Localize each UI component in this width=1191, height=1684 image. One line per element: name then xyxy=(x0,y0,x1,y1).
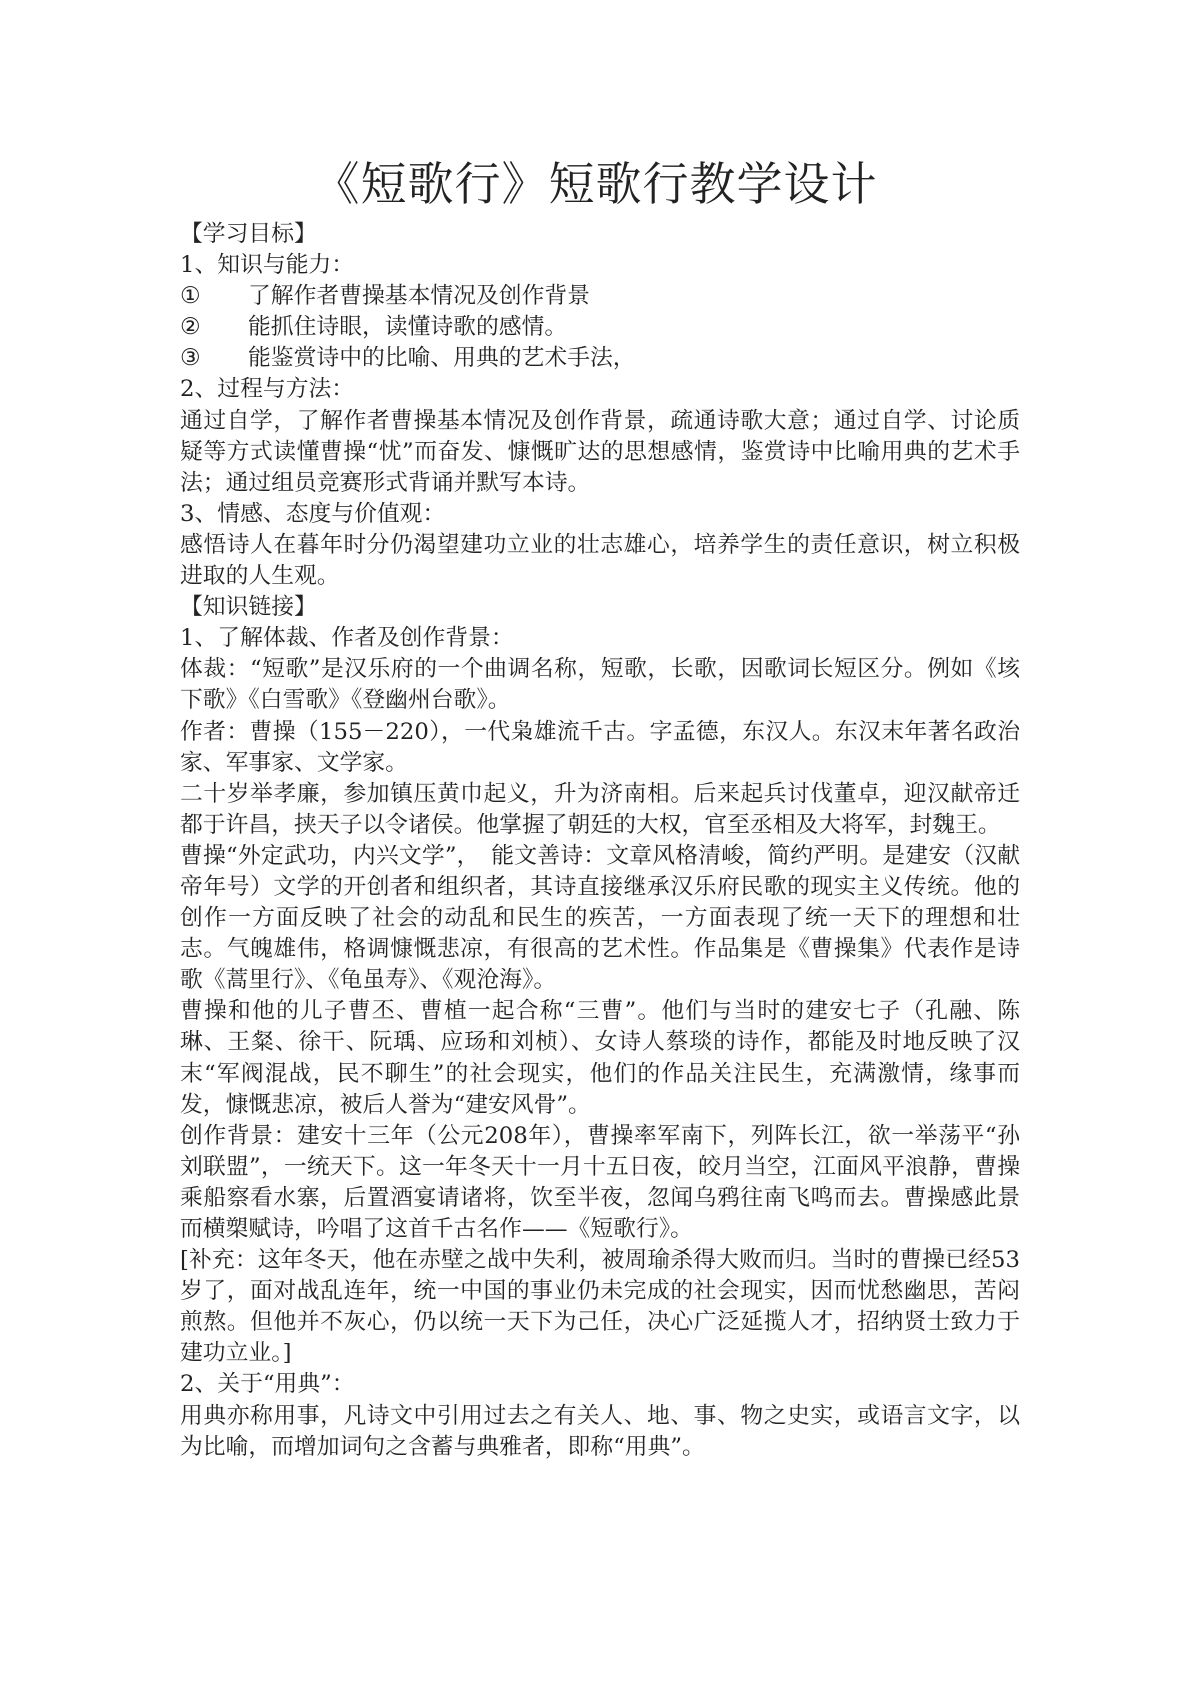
process-paragraph: 通过自学，了解作者曹操基本情况及创作背景，疏通诗歌大意；通过自学、讨论质疑等方式读懂曹操“忧”而奋发、慷慨旷达的思想感情，鉴赏诗中比喻用典的艺术手法；通过组员竞赛形式背诵并默写本诗。 xyxy=(180,407,1020,496)
document-body xyxy=(180,219,1020,1463)
career-paragraph: 二十岁举孝廉，参加镇压黄巾起义，升为济南相。后来起兵讨伐董卓，迎汉献帝迁都于许昌，挟天子以令诸侯。他掌握了朝廷的大权，官至丞相及大将军，封魏王。 xyxy=(180,780,1020,838)
list-item xyxy=(180,281,1020,312)
item-number: ③ xyxy=(180,345,201,372)
author-paragraph: 作者：曹操（155－220），一代枭雄流千古。字孟德，东汉人。东汉末年著名政治家、军事家、文学家。 xyxy=(180,718,1020,776)
knowledge-heading: 1、知识与能力： xyxy=(180,252,355,279)
list-item xyxy=(180,312,1020,343)
allusion-paragraph: 用典亦称用事，凡诗文中引用过去之有关人、地、事、物之史实，或语言文字，以为比喻，而增加词句之含蓄与典雅者，即称“用典”。 xyxy=(180,1402,1020,1460)
item-number: ② xyxy=(180,314,201,341)
allusion-heading: 2、关于“用典”： xyxy=(180,1371,355,1398)
process-heading: 2、过程与方法： xyxy=(180,376,355,403)
three-cao-paragraph: 曹操和他的儿子曹丕、曹植一起合称“三曹”。他们与当时的建安七子（孔融、陈琳、王粲、徐干、阮瑀、应玚和刘桢）、女诗人蔡琰的诗作，都能及时地反映了汉末“军阀混战，民不聊生”的社会现实，他们的作品关注民生，充满激情，缘事而发，慷慨悲凉，被后人誉为“建安风骨”。 xyxy=(180,998,1020,1118)
supplement-paragraph: [补充：这年冬天，他在赤壁之战中失利，被周瑜杀得大败而归。当时的曹操已经53岁了，面对战乱连年，统一中国的事业仍未完成的社会现实，因而忧愁幽思，苦闷煎熬。但他并不灰心，仍以统一天下为己任，决心广泛延揽人才，招纳贤士致力于建功立业。] xyxy=(180,1247,1020,1367)
links-heading: 【知识链接】 xyxy=(180,594,317,621)
item-number: ① xyxy=(180,283,201,310)
item-text: 了解作者曹操基本情况及创作背景 xyxy=(248,283,590,310)
item-text: 能抓住诗眼，读懂诗歌的感情。 xyxy=(248,314,568,341)
item-text: 能鉴赏诗中的比喻、用典的艺术手法， xyxy=(248,345,636,372)
genre-paragraph: 体裁：“短歌”是汉乐府的一个曲调名称，短歌，长歌，因歌词长短区分。例如《垓下歌》《白雪歌》《登幽州台歌》。 xyxy=(180,656,1020,714)
background-heading: 1、了解体裁、作者及创作背景： xyxy=(180,625,514,652)
emotion-paragraph: 感悟诗人在暮年时分仍渴望建功立业的壮志雄心，培养学生的责任意识，树立积极进取的人生观。 xyxy=(180,531,1020,590)
objectives-heading: 【学习目标】 xyxy=(180,221,317,247)
emotion-heading: 3、情感、态度与价值观： xyxy=(180,500,446,527)
list-item xyxy=(180,343,1020,374)
creation-background-paragraph: 创作背景：建安十三年（公元208年），曹操率军南下，列阵长江，欲一举荡平“孙刘联盟”，一统天下。这一年冬天十一月十五日夜，皎月当空，江面风平浪静，曹操乘船察看水寨，后置酒宴请诸将，饮至半夜，忽闻乌鸦往南飞鸣而去。曹操感此景而横槊赋诗，吟唱了这首千古名作——《短歌行》。 xyxy=(180,1122,1020,1242)
literature-paragraph: 曹操“外定武功，内兴文学”， 能文善诗：文章风格清峻，简约严明。是建安（汉献帝年号）文学的开创者和组织者，其诗直接继承汉乐府民歌的现实主义传统。他的创作一方面反映了社会的动乱和民生的疾苦，一方面表现了统一天下的理想和壮志。气魄雄伟，格调慷慨悲凉，有很高的艺术性。作品集是《曹操集》代表作是诗歌《蒿里行》、《龟虽寿》、《观沧海》。 xyxy=(180,842,1020,994)
page-title: 《短歌行》短歌行教学设计 xyxy=(313,157,878,211)
